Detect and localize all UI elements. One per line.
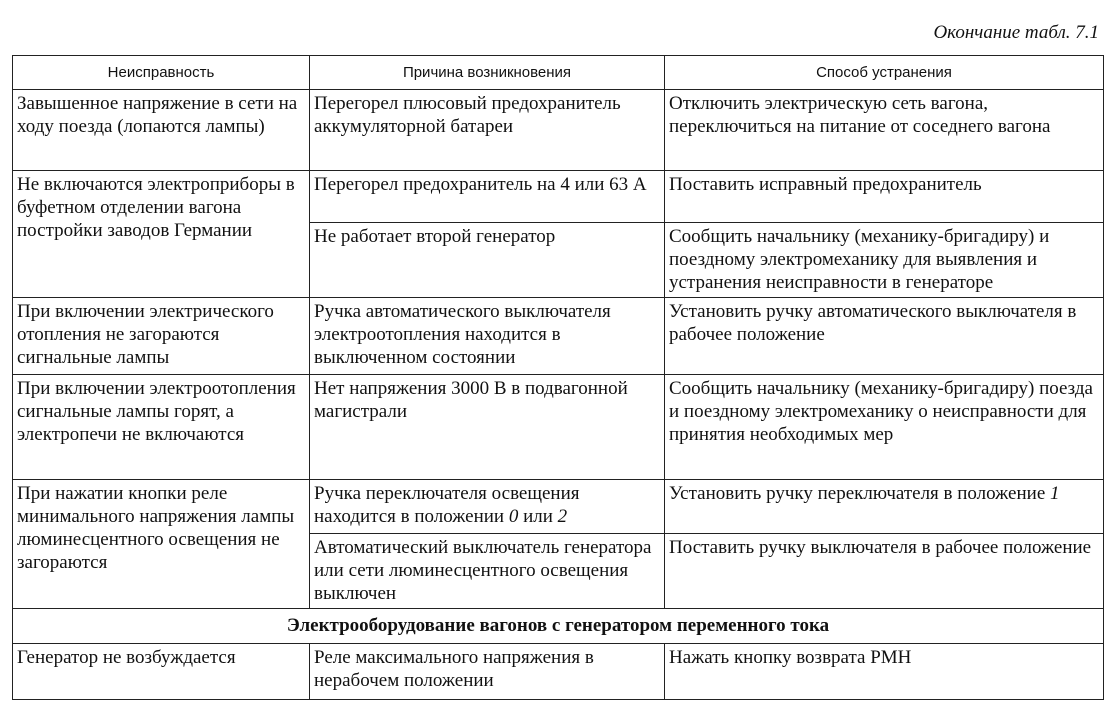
cause-cell: Не работает второй генератор bbox=[310, 222, 665, 297]
fault-cell: При нажатии кнопки реле минимального напряжения лампы люминесцентного освещения не загораются bbox=[13, 479, 310, 608]
header-remedy: Способ устранения bbox=[665, 56, 1104, 90]
table-row bbox=[13, 170, 1104, 222]
header-fault: Неисправность bbox=[13, 56, 310, 90]
fault-cell: При включении электроотопления сигнальные лампы горят, а электропечи не включаются bbox=[13, 374, 310, 479]
cause-cell: Ручка автоматического выключателя электроотопления находится в выключенном состоянии bbox=[310, 297, 665, 374]
fault-cell: Генератор не возбуждается bbox=[13, 644, 310, 700]
cause-cell: Нет напряжения 3000 В в подвагонной магистрали bbox=[310, 374, 665, 479]
remedy-cell: Сообщить начальнику (механику-бригадиру) поезда и поездному электромеханику о неисправности для принятия необходимых мер bbox=[665, 374, 1104, 479]
table-row bbox=[13, 374, 1104, 479]
remedy-cell bbox=[665, 479, 1104, 534]
cause-conjunction: или bbox=[518, 505, 558, 527]
position-zero: 0 bbox=[508, 505, 519, 527]
remedy-cell: Установить ручку автоматического выключателя в рабочее положение bbox=[665, 297, 1104, 374]
section-title: Электрооборудование вагонов с генератором переменного тока bbox=[13, 608, 1104, 644]
table-row bbox=[13, 479, 1104, 534]
remedy-cell: Отключить электрическую сеть вагона, переключиться на питание от соседнего вагона bbox=[665, 89, 1104, 170]
remedy-cell: Поставить исправный предохранитель bbox=[665, 170, 1104, 222]
table-row bbox=[13, 297, 1104, 374]
remedy-cell: Нажать кнопку возврата РМН bbox=[665, 644, 1104, 700]
cause-cell: Автоматический выключатель генератора или сети люминесцентного освещения выключен bbox=[310, 534, 665, 608]
fault-cell: Не включаются электроприборы в буфетном отделении вагона постройки заводов Германии bbox=[13, 170, 310, 297]
table-row bbox=[13, 644, 1104, 700]
table-caption: Окончание табл. 7.1 bbox=[933, 22, 1099, 43]
position-two: 2 bbox=[557, 505, 568, 527]
fault-table bbox=[12, 55, 1104, 700]
fault-cell: При включении электрического отопления не загораются сигнальные лампы bbox=[13, 297, 310, 374]
cause-cell: Реле максимального напряжения в нерабочем положении bbox=[310, 644, 665, 700]
cause-cell: Перегорел плюсовый предохранитель аккумуляторной батареи bbox=[310, 89, 665, 170]
table-header-row bbox=[13, 56, 1104, 90]
position-one: 1 bbox=[1050, 482, 1060, 504]
remedy-cell: Сообщить начальнику (механику-бригадиру) и поездному электромеханику для выявления и устранения неисправности в генераторе bbox=[665, 222, 1104, 297]
cause-text: Ручка переключателя освещения находится в положении bbox=[314, 482, 580, 527]
remedy-cell: Поставить ручку выключателя в рабочее положение bbox=[665, 534, 1104, 608]
table-row bbox=[13, 89, 1104, 170]
cause-cell bbox=[310, 479, 665, 534]
cause-cell: Перегорел предохранитель на 4 или 63 А bbox=[310, 170, 665, 222]
section-row bbox=[13, 608, 1104, 644]
remedy-text: Установить ручку переключателя в положение bbox=[669, 482, 1051, 504]
fault-cell: Завышенное напряжение в сети на ходу поезда (лопаются лампы) bbox=[13, 89, 310, 170]
header-cause: Причина возникновения bbox=[310, 56, 665, 90]
